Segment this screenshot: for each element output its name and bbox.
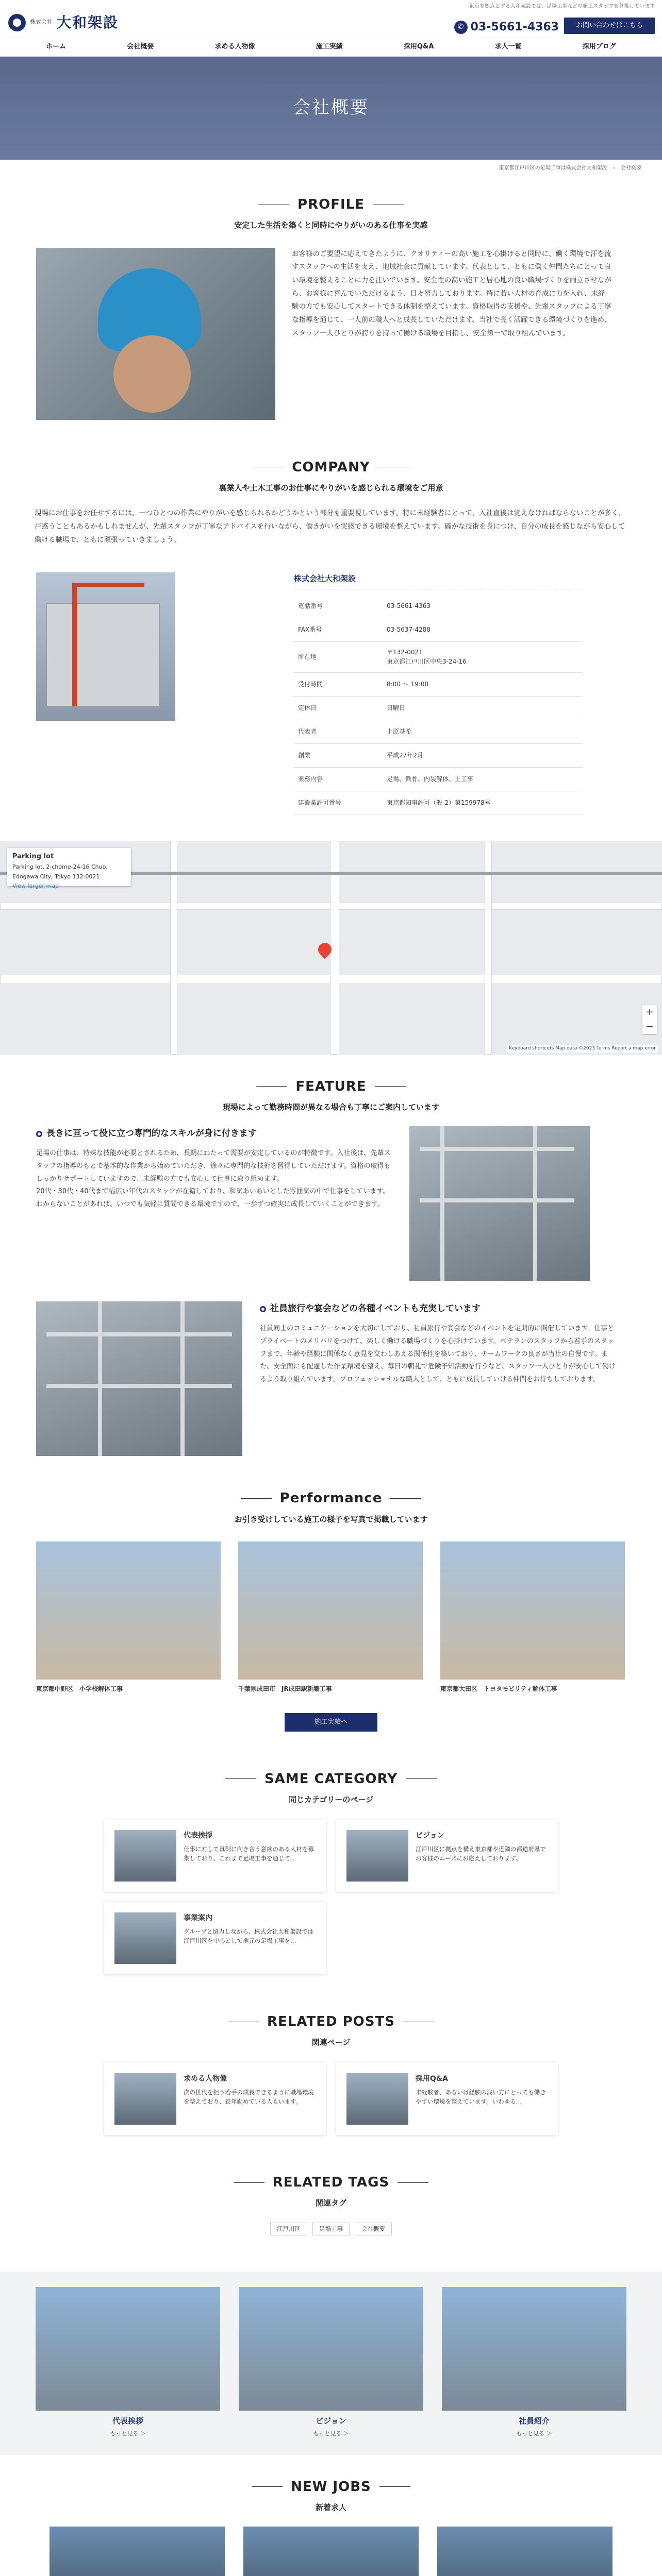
profile-section: [0, 173, 662, 420]
map-place-address: Parking lot, 2-chome-24-16 Chuo, Edogawa City, Tokyo 132-0021: [12, 863, 108, 880]
job-card[interactable]: [49, 2527, 225, 2576]
nav-ideal-person[interactable]: 求める人物像: [214, 43, 255, 51]
performance-photo: [440, 1541, 625, 1680]
logo-sub: 株式会社: [30, 19, 53, 26]
company-subtitle: 裏業人や土木工事のお仕事にやりがいを感じられる環境をご用意: [219, 483, 443, 493]
feature-text: 社員同士のコミュニケーションを大切にしており、社員旅行や宴会などのイベントを定期的に開催しています。仕事とプライベートのメリハリをつけて、楽しく働ける職場づくりを心掛けています。ベテランのスタッフから若手のスタッフまで、年齢や経験に関係なく意見を交わしあえる関係性を築いており、チームワークの良さが当社の自慢です。また、安全面にも配慮した作業環境を整え、毎日の朝礼で危険予知活動を行うなど、スタッフ一人ひとりが安心して働けるよう取り組んでいます。プロフェッショナルな職人として、ともに成長していける仲間をお待ちしております。: [260, 1325, 616, 1384]
map-footer: Keyboard shortcuts Map data ©2023 Terms Report a map error: [507, 1045, 658, 1053]
scaffold-bar: [98, 1301, 102, 1456]
banner-title: 代表挨拶: [112, 2416, 143, 2426]
related-posts-section: [0, 1974, 662, 2135]
nav-company[interactable]: 会社概要: [127, 43, 154, 51]
breadcrumb-home[interactable]: 東京都江戸川区の足場工事は株式会社大和架設: [499, 165, 607, 171]
table-row: [294, 595, 583, 618]
related-card[interactable]: [336, 2063, 558, 2135]
scaffold-bar: [46, 1332, 232, 1336]
tag-link[interactable]: 足場工事: [312, 2223, 350, 2236]
feature-heading-text: 長きに亘って役に立つ専門的なスキルが身に付きます: [46, 1128, 257, 1139]
card-photo: [114, 1912, 176, 1964]
feature-section: [0, 1055, 662, 1456]
feature-subtitle: 現場によって勤務時間が異なる場合も丁寧にご案内しています: [222, 1102, 439, 1112]
row-key: FAX番号: [298, 626, 322, 634]
banner-section: [0, 2272, 662, 2455]
profile-title: PROFILE: [0, 193, 662, 216]
table-row: [294, 744, 583, 768]
feature-text: 足場の仕事は、特殊な技能が必要とされるため、長期にわたって需要が安定しているのが特徴です。入社後は、先輩スタッフの指導のもとで基本的な作業から始めていただき、徐々に専門的な技術を習得していただけます。資格の取得もしっかりサポートしていますので、未経験の方でも安心して仕事に取り組めます。 20代・30代・40代まで幅広い年代のスタッフが在籍しており、和気あいあいとした雰囲気の中で仕事をしています。わからないことがあれば、いつでも気軽に質問できる環境ですので、一歩ずつ確実に成長していくことができます。: [36, 1149, 391, 1209]
performance-card[interactable]: [440, 1541, 625, 1694]
page-title: 会社概要: [293, 97, 369, 118]
breadcrumb: [0, 160, 662, 173]
scaffold-bar: [46, 1384, 232, 1388]
table-row: [294, 768, 583, 791]
same-category-subtitle: 同じカテゴリーのページ: [288, 1794, 374, 1804]
scaffold-bar: [440, 1126, 444, 1281]
banner-more[interactable]: もっと見る ＞: [313, 2430, 349, 2437]
company-title: COMPANY: [0, 456, 662, 479]
card-photo: [346, 2073, 408, 2125]
same-category-title: SAME CATEGORY: [0, 1768, 662, 1790]
face-shape: [113, 335, 191, 413]
row-value: 上原基希: [387, 728, 412, 736]
performance-title: Performance: [0, 1487, 662, 1510]
row-value: 東京都知事許可（般-2）第159978号: [387, 799, 491, 807]
banner-more[interactable]: もっと見る ＞: [516, 2430, 552, 2437]
same-category-section: [0, 1732, 662, 1975]
card-text: 仕事に対して真剣に向き合う意欲のある人材を募集しており、これまで足場工事を通じて…: [184, 1845, 314, 1862]
card-text: 次の世代を担う若手の成長できるように職場環境を整えており、長年勤めている人もいます。: [184, 2088, 314, 2106]
tag-link[interactable]: 江戸川区: [270, 2223, 307, 2236]
performance-subtitle: お引き受けしている施工の様子を写真で掲載しています: [234, 1514, 428, 1524]
site-header: [0, 0, 662, 57]
related-tags-section: [0, 2135, 662, 2235]
company-name: 株式会社大和架設: [294, 572, 583, 589]
card-title: 代表挨拶: [184, 1832, 212, 1840]
table-row: [294, 720, 583, 744]
row-key: 電話番号: [298, 602, 323, 610]
banner-photo: [442, 2287, 626, 2411]
card-text: グループと協力しながら、株式会社大和架設では江戸川区を中心として地元の足場工事を…: [184, 1928, 314, 1945]
banner-title: ビジョン: [316, 2416, 346, 2426]
google-map[interactable]: [0, 841, 662, 1055]
performance-caption: 千葉県成田市 JR成田駅新築工事: [238, 1685, 332, 1693]
row-value: 〒132-0021 東京都江戸川区中央3-24-16: [387, 649, 467, 666]
feature-photo: [409, 1126, 590, 1281]
row-key: 定休日: [298, 704, 317, 712]
category-card[interactable]: [104, 1820, 326, 1892]
performance-photo: [238, 1541, 423, 1680]
crane-boom-shape: [72, 583, 144, 587]
profile-subtitle: 安定した生活を築くと同時にやりがいのある仕事を実感: [234, 221, 428, 230]
row-value: 平成27年2月: [387, 752, 423, 759]
page-hero: [0, 57, 662, 160]
table-row: [294, 673, 583, 697]
card-title: ビジョン: [416, 1832, 444, 1840]
nav-works[interactable]: 施工実績: [316, 43, 343, 51]
company-photo: [36, 572, 175, 721]
card-photo: [346, 1830, 408, 1882]
card-photo: [114, 1830, 176, 1882]
performance-section: [0, 1456, 662, 1731]
tags-title: RELATED TAGS: [0, 2171, 662, 2194]
performance-photo: [36, 1541, 221, 1680]
row-key: 創業: [298, 752, 311, 759]
company-table: [294, 572, 583, 815]
card-title: 採用Q&A: [416, 2074, 448, 2083]
logo-mark-icon: [8, 14, 26, 31]
map-zoom-control[interactable]: + −: [642, 1005, 657, 1034]
building-shape: [46, 603, 160, 706]
table-row: [294, 642, 583, 673]
banner-card[interactable]: [442, 2287, 626, 2439]
banner-more[interactable]: もっと見る ＞: [110, 2430, 146, 2437]
map-larger-link[interactable]: View larger map: [12, 883, 59, 890]
tagline: 東京を拠点とする大和架設では、足場工事などの施工スタッフを募集しています: [469, 4, 655, 9]
card-text: 江戸川区に拠点を構え東京都や近隣の都道府県でお客様のニーズにお応えしております。: [416, 1845, 546, 1862]
banner-title: 社員紹介: [518, 2416, 550, 2426]
related-subtitle: 関連ページ: [311, 2038, 351, 2047]
card-text: 未経験者、あるいは経験の浅い方にとっても働きやすい環境を整えています。いわゆる…: [416, 2088, 546, 2106]
job-card[interactable]: [437, 2527, 613, 2576]
row-value: 03-5661-4363: [387, 602, 431, 610]
feature-item: [36, 1126, 629, 1281]
row-key: 所在地: [298, 653, 317, 661]
tel-link[interactable]: [454, 18, 559, 37]
performance-card[interactable]: [36, 1541, 221, 1694]
new-jobs-title: NEW JOBS: [0, 2476, 662, 2498]
top-bar: [0, 0, 662, 38]
company-section: [0, 420, 662, 815]
row-key: 業務内容: [298, 775, 323, 783]
feature-heading: [36, 1126, 392, 1141]
row-value: 足場、鉄骨、内装解体、土工事: [387, 775, 474, 783]
bullet-icon: [36, 1131, 42, 1137]
company-intro: 現場にお仕事をお任せするには、一つひとつの作業にやりがいを感じられるかどうかという部分も重要視しています。特に未経験者にとって、入社直後は覚えなければならないことが多く、戸惑うこともあるかもしれませんが、先輩スタッフが丁寧なアドバイスを行いながら、働きがいを実感できる環境を整えています。確かな技術を身につけ、自分の成長を感じながら安心して働ける職場で、ともに頑張っていきましょう。: [35, 509, 625, 544]
table-row: [294, 791, 583, 815]
tag-link[interactable]: 会社概要: [355, 2223, 392, 2236]
row-key: 受付時間: [298, 681, 323, 688]
scaffold-bar: [533, 1126, 537, 1281]
row-key: 代表者: [298, 728, 317, 736]
feature-photo: [36, 1301, 242, 1456]
tel-number: 03-5661-4363: [470, 21, 559, 33]
row-key: 建設業許可番号: [298, 799, 342, 807]
map-place-name: Parking lot: [12, 852, 54, 860]
card-photo: [114, 2073, 176, 2125]
breadcrumb-sep: ›: [613, 165, 615, 171]
profile-text: お客様のご要望に応えてきたように、クオリティーの高い施工を心掛けると同時に、働く環境で汗を流すスタッフへの生活を支え、地域社会に貢献しています。代表として、ともに働く仲間たちにとって良い環境を整えることに力を注いでいます。安全性の高い施工と居心地の良い職場づくりを両立させながら、お客様に喜んでいただけるよう、日々努力しております。特に若い人材の育成に力を入れ、未経験の方でも安心してスタートできる体制を整えています。資格取得の支援や、先輩スタッフによる丁寧な指導を通じて、一人前の職人へと成長していただけます。当社で長く活躍できる環境づくりを進め、スタッフ一人ひとりが誇りを持って働ける職場を目指し、安全第一で取り組んでいます。: [292, 249, 611, 337]
scaffold-bar: [180, 1301, 185, 1456]
profile-photo: [36, 248, 275, 420]
related-title: RELATED POSTS: [0, 2010, 662, 2033]
performance-caption: 東京都大田区 トヨタモビリティ解体工事: [440, 1685, 557, 1693]
map-place-card: [7, 848, 131, 890]
card-title: 事業案内: [184, 1914, 212, 1923]
breadcrumb-current: 会社概要: [621, 165, 641, 171]
banner-photo: [36, 2287, 220, 2411]
category-card[interactable]: [336, 1820, 558, 1892]
performance-caption: 東京都中野区 小学校解体工事: [36, 1685, 123, 1693]
card-title: 求める人物像: [184, 2074, 227, 2083]
logo[interactable]: [8, 10, 119, 35]
related-card[interactable]: [104, 2063, 326, 2135]
category-card[interactable]: [104, 1902, 326, 1974]
row-value: 8:00 〜 19:00: [387, 681, 429, 688]
feature-title: FEATURE: [0, 1075, 662, 1098]
logo-name: 大和架設: [57, 14, 119, 31]
row-value: 03-5637-4288: [387, 626, 431, 634]
performance-card[interactable]: [238, 1541, 423, 1694]
nav-blog[interactable]: 採用ブログ: [582, 43, 616, 51]
banner-photo: [239, 2287, 423, 2411]
banner-card[interactable]: [239, 2287, 423, 2439]
table-row: [294, 618, 583, 642]
bullet-icon: [260, 1306, 266, 1312]
feature-item: [36, 1301, 629, 1456]
new-jobs-section: [0, 2455, 662, 2576]
table-row: [294, 697, 583, 720]
nav-jobs[interactable]: 求人一覧: [494, 43, 522, 51]
feature-heading-text: 社員旅行や宴会などの各種イベントも充実しています: [270, 1303, 481, 1314]
works-more-button[interactable]: 施工実績へ: [285, 1713, 377, 1732]
nav-home[interactable]: ホーム: [46, 43, 67, 51]
crane-shape: [72, 583, 77, 706]
row-value: 日曜日: [387, 704, 406, 712]
tags-subtitle: 関連タグ: [315, 2198, 346, 2208]
nav-faq[interactable]: 採用Q&A: [403, 43, 434, 51]
contact-button[interactable]: お問い合わせはこちら: [564, 18, 655, 34]
new-jobs-subtitle: 新着求人: [315, 2502, 346, 2512]
banner-card[interactable]: [36, 2287, 220, 2439]
global-nav: [0, 38, 662, 57]
feature-heading: [260, 1301, 616, 1316]
phone-icon: ✆: [454, 21, 468, 34]
job-card[interactable]: [243, 2527, 419, 2576]
